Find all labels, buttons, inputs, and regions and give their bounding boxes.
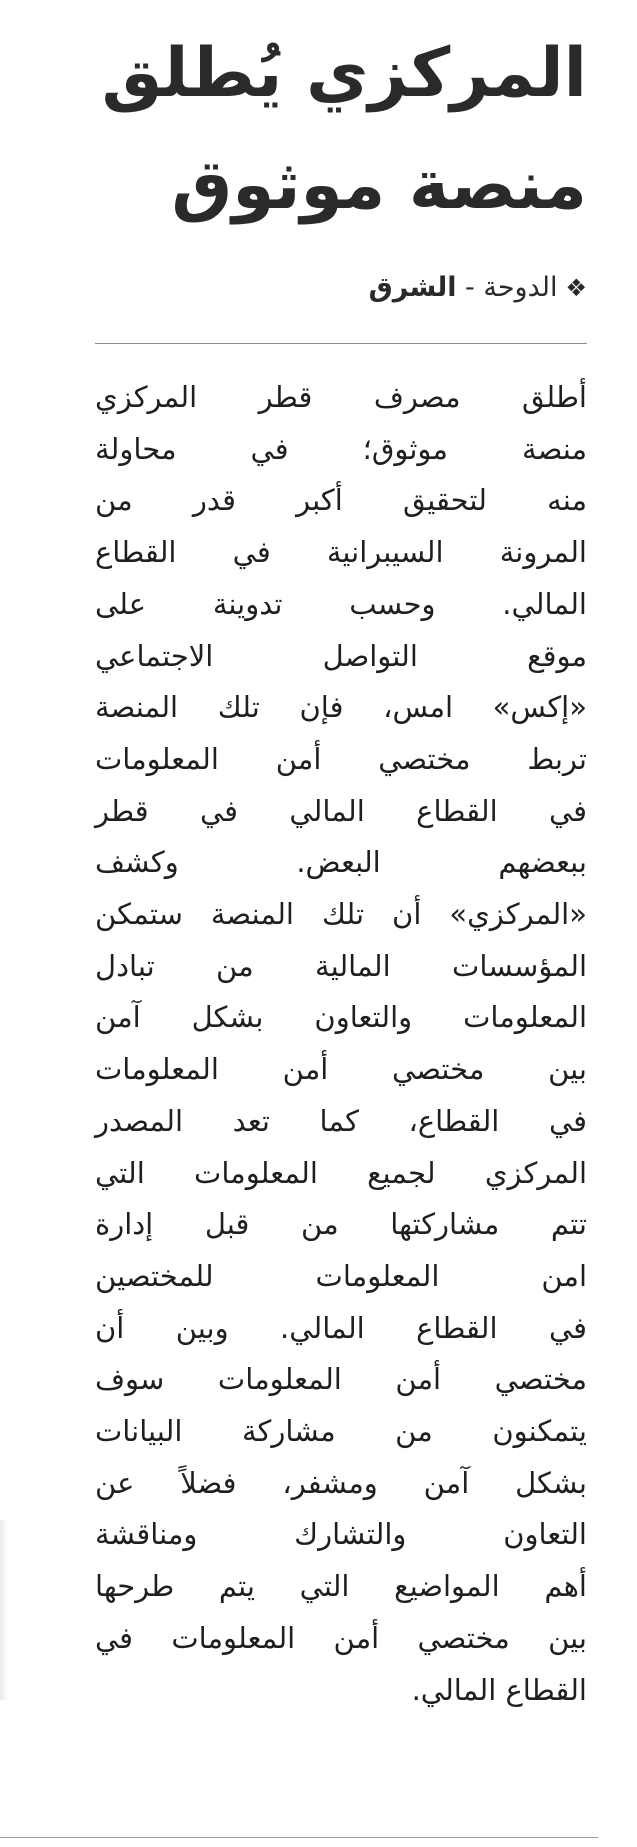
- body-line: المركزي لجميع المعلومات التي: [95, 1155, 587, 1190]
- body-line: مختصي أمن المعلومات سوف: [95, 1362, 587, 1397]
- body-line: تربط مختصي أمن المعلومات: [95, 741, 587, 776]
- body-line: تتم مشاركتها من قبل إدارة: [95, 1207, 587, 1242]
- paper-edge-shadow: [0, 1520, 8, 1700]
- byline-location: الدوحة -: [456, 272, 558, 303]
- body-line: «المركزي» أن تلك المنصة ستمكن: [95, 897, 587, 932]
- body-line: امن المعلومات للمختصين: [95, 1258, 587, 1293]
- headline: [67, 18, 587, 242]
- body-line: المعلومات والتعاون بشكل آمن: [95, 1000, 587, 1035]
- byline-source: الشرق: [368, 272, 457, 303]
- body-line: بين مختصي أمن المعلومات: [95, 1052, 587, 1087]
- diamond-bullet-icon: ❖: [565, 274, 587, 302]
- body-line: التعاون والتشارك ومناقشة: [95, 1517, 587, 1552]
- body-line: منصة موثوق؛ في محاولة: [95, 431, 587, 466]
- body-line: المؤسسات المالية من تبادل: [95, 948, 587, 983]
- bottom-divider: [0, 1837, 598, 1838]
- body-line: في القطاع المالي في قطر: [95, 793, 587, 828]
- body-line: المرونة السيبرانية في القطاع: [95, 535, 587, 570]
- body-line: أهم المواضيع التي يتم طرحها: [95, 1569, 587, 1604]
- headline-line-1: المركزي يُطلق: [101, 34, 587, 113]
- body-line: منه لتحقيق أكبر قدر من: [95, 483, 587, 518]
- byline: [369, 270, 587, 306]
- body-line: «إكس» امس، فإن تلك المنصة: [95, 690, 587, 725]
- body-line: يتمكنون من مشاركة البيانات: [95, 1414, 587, 1449]
- article-body: [95, 372, 587, 1716]
- body-line: القطاع المالي.: [411, 1672, 587, 1707]
- headline-line-2: منصة موثوق: [171, 146, 587, 225]
- top-divider: [95, 343, 587, 344]
- body-line: في القطاع المالي. وبين أن: [95, 1310, 587, 1345]
- body-line: بشكل آمن ومشفر، فضلاً عن: [95, 1465, 587, 1500]
- body-line: ببعضهم البعض. وكشف: [95, 845, 587, 880]
- body-line: موقع التواصل الاجتماعي: [95, 638, 587, 673]
- body-line: بين مختصي أمن المعلومات في: [95, 1620, 587, 1655]
- body-line: أطلق مصرف قطر المركزي: [95, 380, 587, 414]
- body-line: في القطاع، كما تعد المصدر: [95, 1103, 587, 1138]
- body-line: المالي. وحسب تدوينة على: [95, 586, 587, 621]
